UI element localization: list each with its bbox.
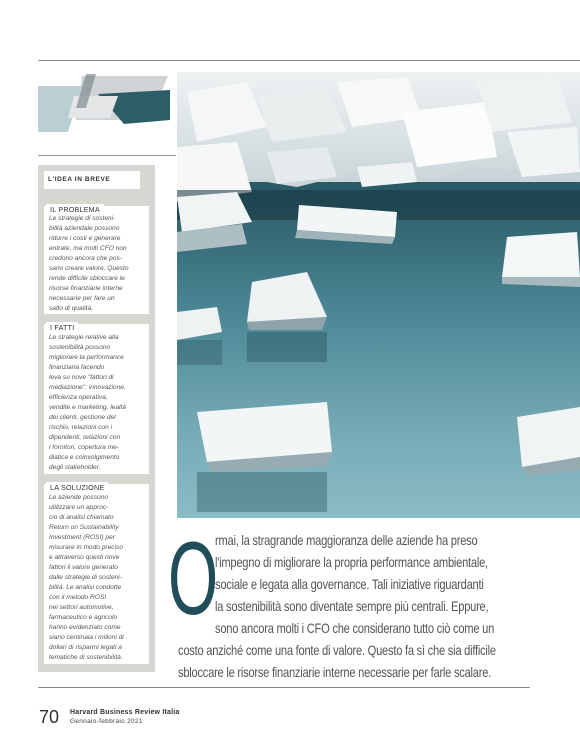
article-line-3: sociale e legata alla governance. Tali iniziative riguardanti xyxy=(215,577,484,592)
text-line: salto di qualità. xyxy=(49,305,93,312)
text-line: Le strategie relative alla xyxy=(49,334,119,341)
article-line-1: rmai, la stragrande maggioranza delle aziende ha preso xyxy=(215,533,478,548)
text-line: entrate, ma molti CFO non xyxy=(49,245,127,252)
text-line: nei settori automotive, xyxy=(49,604,114,611)
card-problem-body xyxy=(49,214,149,314)
sidebar-heading: L'IDEA IN BREVE xyxy=(48,176,111,183)
text-line: fattori il valore generato xyxy=(49,564,118,571)
decorative-geometric-graphic xyxy=(38,72,170,142)
text-line: siano centinaia i milioni di xyxy=(49,634,124,641)
text-line: risorse finanziarie interne xyxy=(49,285,123,292)
text-line: bilità aziendale possono xyxy=(49,225,120,232)
text-line: diatica e coinvolgimento xyxy=(49,454,120,461)
text-line: necessarie per fare un xyxy=(49,295,115,302)
text-line: mediazione": innovazione, xyxy=(49,384,126,391)
text-line: migliorare la performance xyxy=(49,354,124,361)
text-line: Investment (ROSI) per xyxy=(49,534,115,541)
text-line: e attraverso questi nove xyxy=(49,554,120,561)
issue-date: Gennaio-febbraio 2021 xyxy=(70,718,143,725)
article-line-6: costo anziché come una fonte di valore. Questo fa sì che sia difficile xyxy=(178,643,496,658)
text-line: Le strategie di sosteni- xyxy=(49,215,116,222)
card-facts-body xyxy=(49,333,149,473)
text-line: rischio, relazioni con i xyxy=(49,424,113,431)
article-line-2: l'impegno di migliorare la propria performance ambientale, xyxy=(215,555,488,570)
text-line: misurare in modo preciso xyxy=(49,544,124,551)
magazine-name: Harvard Business Review Italia xyxy=(70,709,180,716)
hero-photo xyxy=(177,72,580,518)
card-solution-title: LA SOLUZIONE xyxy=(46,482,108,493)
drop-cap: O xyxy=(168,521,219,637)
text-line: Le aziende possono xyxy=(49,494,109,501)
text-line: ridurre i costi e generare xyxy=(49,235,121,242)
text-line: dollari di risparmi legati a xyxy=(49,644,122,651)
article-line-5: sono ancora molti i CFO che considerano tutto ciò come un xyxy=(215,621,495,636)
text-line: tematiche di sostenibilità. xyxy=(49,654,123,661)
text-line: bilità. Le analisi condotte xyxy=(49,584,122,591)
text-line: degli stakeholder. xyxy=(49,464,101,471)
text-line: credono ancora che pos- xyxy=(49,255,122,262)
page-number: 70 xyxy=(39,707,60,727)
bottom-rule xyxy=(38,687,530,688)
text-line: hanno evidenziato come xyxy=(49,624,121,631)
text-line: sostenibilità possono xyxy=(49,344,111,351)
card-problem-title: IL PROBLEMA xyxy=(46,204,104,215)
text-line: cio di analisi chiamato xyxy=(49,514,114,521)
text-line: dipendenti, relazioni con xyxy=(49,434,121,441)
text-line: leva su nove "fattori di xyxy=(49,374,114,381)
text-line: utilizzare un approc- xyxy=(49,504,109,511)
card-solution-body xyxy=(49,493,149,663)
article-line-4: la sostenibilità sono diventate sempre più centrali. Eppure, xyxy=(215,599,489,614)
sidebar-heading-box xyxy=(44,171,140,189)
text-line: sano creare valore. Questo xyxy=(49,265,129,272)
text-line: Return on Sustainability xyxy=(49,524,119,531)
text-line: farmaceutico e agricolo xyxy=(49,614,118,621)
text-line: dalle strategie di sosteni- xyxy=(49,574,122,581)
text-line: con il metodo ROSI xyxy=(49,594,107,601)
text-line: efficienza operativa, xyxy=(49,394,108,401)
floating-blocks-image xyxy=(177,72,580,518)
top-rule xyxy=(38,60,580,61)
text-line: vendite e marketing, lealtà xyxy=(49,404,126,411)
article-line-7: sbloccare le risorse finanziarie interne necessarie per farle scalare. xyxy=(178,665,492,680)
text-line: finanziaria facendo xyxy=(49,364,105,371)
card-facts-title: I FATTI xyxy=(46,322,78,333)
text-line: rende difficile sbloccare le xyxy=(49,275,125,282)
text-line: dei clienti, gestione del xyxy=(49,414,116,421)
sidebar-top-rule xyxy=(38,155,176,156)
text-line: i fornitori, copertura me- xyxy=(49,444,119,451)
